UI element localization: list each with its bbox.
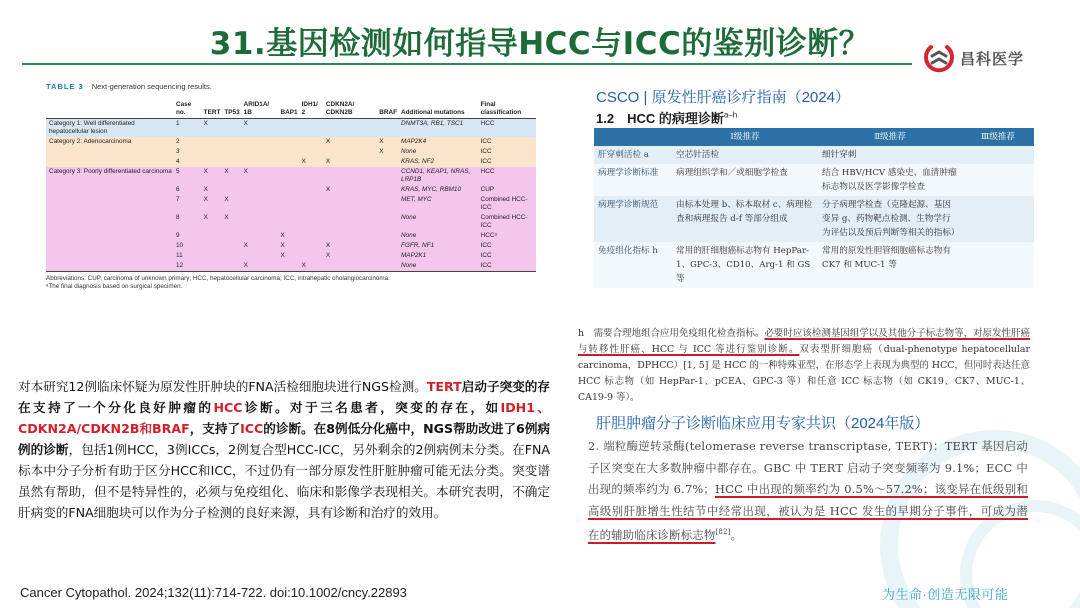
table-cell: X [243, 119, 248, 127]
table-cell: Combined HCC-ICC [480, 213, 528, 229]
table-cell [300, 231, 324, 241]
table-cell [324, 118, 377, 137]
table-cell: None [401, 231, 417, 239]
table-cell: X [325, 137, 331, 145]
table-cell [279, 147, 300, 157]
table-cell [300, 185, 324, 195]
csco-cell [962, 242, 1034, 288]
table-cell: X [280, 251, 285, 259]
csco-title: CSCO | 原发性肝癌诊疗指南（2024） [596, 89, 850, 106]
table-header-cell [46, 94, 174, 118]
table-footnotes [46, 275, 536, 292]
csco-row [594, 146, 1034, 164]
table-cell [279, 137, 300, 147]
table-cell [377, 231, 399, 241]
table-row [46, 231, 536, 241]
title-divider [22, 63, 912, 65]
table-cell [202, 261, 223, 272]
category-cell: Category 1: Well differentiated hepatocellular lesion [49, 119, 135, 135]
table-cell [300, 241, 324, 251]
category-cell: Category 3: Poorly differentiated carcinoma [49, 167, 172, 175]
table-cell [202, 231, 223, 241]
table-cell: X [203, 119, 208, 127]
csco-cell: 病理组织学和／或细胞学检查 [672, 164, 818, 196]
table-cell [377, 157, 399, 167]
csco-row-header: 病理学诊断标准 [594, 164, 672, 196]
table-cell [324, 231, 377, 241]
table-cell [324, 213, 377, 231]
csco-row [594, 196, 1034, 242]
csco-note-prefix: h 需要合理地组合应用免疫组化检查指标。 [578, 328, 765, 339]
table-cell: X [224, 213, 229, 221]
table-cell: 10 [176, 241, 184, 249]
table-cell [377, 213, 399, 231]
csco-row [594, 242, 1034, 288]
table-cell: 4 [176, 157, 180, 165]
table-cell [222, 251, 241, 261]
bold-text: 启动子突变的存在支持了一个分化良好肿瘤的 [18, 379, 550, 415]
table-row [46, 137, 536, 147]
csco-cell [962, 164, 1034, 196]
table-cell: 6 [176, 185, 180, 193]
table-cell: X [224, 167, 229, 175]
table-cell: X [325, 241, 331, 249]
table-cell: ICC [480, 251, 492, 259]
table-header-cell: BAP1 [279, 94, 300, 118]
csco-table [594, 128, 1034, 288]
table-cell [242, 195, 279, 213]
table-cell: X [325, 251, 331, 259]
table-cell [279, 213, 300, 231]
table-row [46, 251, 536, 261]
consensus-body [588, 436, 1028, 546]
table-header-cell: TERT [202, 94, 223, 118]
table-cell: X [203, 213, 208, 221]
table-cell: 8 [176, 213, 180, 221]
citation: Cancer Cytopathol. 2024;132(11):714-722. doi:10.1002/cncy.22893 [20, 585, 407, 600]
table-cell: 9 [176, 231, 180, 239]
table-cell [279, 167, 300, 185]
table-cell [377, 118, 399, 137]
table-cell [222, 157, 241, 167]
table-cell [377, 261, 399, 272]
table-cell: 2 [176, 137, 180, 145]
table-header-cell: IDH1/ 2 [300, 94, 324, 118]
table-cell [202, 137, 223, 147]
table-cell: X [243, 167, 248, 175]
ngs-table [46, 94, 536, 272]
table-cell: ICC [480, 157, 492, 165]
csco-section-text: 1.2 HCC 的病理诊断 [596, 111, 724, 126]
csco-cell: 由标本处理 b、标本取材 c、病理检查和病理报告 d-f 等部分组成 [672, 196, 818, 242]
table-cell [377, 241, 399, 251]
table-cell [222, 261, 241, 272]
table-cell [279, 261, 300, 272]
table-cell [279, 157, 300, 167]
table-cell [324, 261, 377, 272]
logo [922, 42, 1032, 76]
table-cell [300, 167, 324, 185]
table-cell: 3 [176, 147, 180, 155]
csco-cell: 细针穿刺 [818, 146, 962, 164]
table-cell [242, 213, 279, 231]
category-cell [46, 195, 174, 213]
highlight-text: IDH1、CDKN2A/CDKN2B和BRAF [18, 400, 550, 436]
table-cell: MAP2K4 [401, 137, 427, 145]
table-row [46, 241, 536, 251]
table-cell [242, 185, 279, 195]
csco-cell: 常用的原发性胆管细胞癌标志物有 CK7 和 MUC-1 等 [818, 242, 962, 288]
category-cell [46, 241, 174, 251]
csco-cell: 常用的肝细胞癌标志物有 HepPar-1、GPC-3、CD10、Arg-1 和 GS 等 [672, 242, 818, 288]
table-cell: None [401, 147, 417, 155]
csco-header-cell: Ⅰ级推荐 [672, 128, 818, 146]
table-cell [222, 231, 241, 241]
table-cell: 12 [174, 261, 202, 272]
ngs-table-block [46, 80, 536, 370]
table-row [46, 195, 536, 213]
table-row [46, 157, 536, 167]
table-caption-text: Next-generation sequencing results. [91, 82, 212, 91]
table-row [46, 213, 536, 231]
table-cell: X [280, 241, 285, 249]
table-cell: KRAS, NF2 [401, 157, 435, 165]
table-cell: ICC [479, 261, 536, 272]
table-cell: X [301, 157, 306, 165]
bold-text: ，支持了 [189, 421, 241, 436]
table-footnote: Abbreviations: CUP, carcinoma of unknown primary; HCC, hepatocellular carcinoma; ICC, intrahepatic cholangiocarcinoma. [46, 274, 390, 282]
csco-header-cell [594, 128, 672, 146]
table-label: TABLE 3 [46, 82, 84, 91]
table-header-cell: TP53 [222, 94, 241, 118]
highlight-text: HCC [213, 400, 243, 415]
table-cell [377, 195, 399, 213]
table-cell [242, 157, 279, 167]
table-cell: MET, MYC [401, 195, 432, 203]
table-cell [222, 147, 241, 157]
table-cell [279, 118, 300, 137]
category-cell [46, 157, 174, 167]
table-cell: DNMT3A, RB1, TSC1 [401, 119, 464, 127]
csco-row-header: 病理学诊断规范 [594, 196, 672, 242]
table-cell: ICC [480, 241, 492, 249]
table-caption [46, 80, 536, 94]
csco-cell: 分子病理学检查（克隆起源、基因变异 g、药物靶点检测、生物学行为评估以及预后判断等相关的指标） [818, 196, 962, 242]
highlight-text: ICC [240, 421, 264, 436]
table-cell: X [243, 241, 248, 249]
table-cell [242, 147, 279, 157]
table-cell [300, 213, 324, 231]
table-cell: 11 [176, 251, 183, 259]
table-cell: HCCᵃ [480, 231, 497, 239]
table-cell [222, 118, 241, 137]
table-cell: CCND1, KEAP1, NRAS, LRP1B [401, 167, 471, 183]
table-cell [242, 231, 279, 241]
summary-paragraph [18, 376, 550, 523]
csco-note-rest: 双表型肝细胞癌（dual-phenotype hepatocellular carcinoma，DPHCC）[1, 5] 是 HCC 的一种特殊亚型，在形态学上表现为典型的 HCC，但同时表达任意 HCC 标志物（如 HepPar-1、pCEA、GPC-3 等）和任意 ICC 标志物（如 CK19、CK7、MUC-1、CA19-9 等）。 [578, 344, 1030, 403]
table-cell [300, 147, 324, 157]
consensus-title: 肝胆肿瘤分子诊断临床应用专家共识（2024年版） [596, 415, 930, 432]
table-cell: X [242, 261, 279, 272]
csco-section-sup: a–h [723, 110, 738, 120]
page-title: 31.基因检测如何指导HCC与ICC的鉴别诊断？ [209, 26, 871, 62]
table-cell: HCC [480, 119, 495, 127]
table-cell: 7 [176, 195, 180, 203]
csco-section-heading [596, 108, 737, 127]
category-cell [46, 147, 174, 157]
consensus-text: 。 [730, 527, 743, 542]
table-cell: 1 [176, 119, 180, 127]
table-row [46, 147, 536, 157]
table-cell: X [325, 157, 331, 165]
table-cell [377, 251, 399, 261]
category-cell [46, 185, 174, 195]
category-cell [46, 251, 174, 261]
table-cell [279, 195, 300, 213]
category-cell [46, 231, 174, 241]
table-header-cell: Additional mutations [399, 94, 479, 118]
table-cell [202, 147, 223, 157]
table-cell [300, 195, 324, 213]
table-cell: X [203, 185, 208, 193]
table-cell: KRAS, MYC, RBM10 [401, 185, 462, 193]
table-row [46, 185, 536, 195]
table-cell: None [401, 213, 417, 221]
table-cell [377, 185, 399, 195]
highlight-text: TERT [426, 379, 462, 394]
table-footnote: ᵃThe final diagnosis based on surgical specimen. [46, 283, 183, 290]
csco-row-header: 肝穿刺活检 a [594, 146, 672, 164]
table-cell [242, 137, 279, 147]
category-cell: Category 2: Adenocarcinoma [49, 137, 132, 145]
csco-header-cell: Ⅱ级推荐 [818, 128, 962, 146]
para-text: 对本研究12例临床怀疑为原发性肝肿块的FNA活检细胞块进行NGS检测。 [18, 379, 427, 394]
csco-row-header: 免疫组化指标 h [594, 242, 672, 288]
table-cell [324, 167, 377, 185]
csco-row [594, 164, 1034, 196]
table-cell: Combined HCC-ICC [480, 195, 528, 211]
table-cell: X [379, 137, 384, 145]
table-cell: ICC [480, 137, 492, 145]
table-cell: FGFR, NF1 [401, 241, 435, 249]
table-cell [377, 167, 399, 185]
table-header-cell: BRAF [377, 94, 399, 118]
category-cell [46, 261, 174, 272]
table-cell: X [280, 231, 285, 239]
category-cell [46, 213, 174, 231]
table-cell [242, 251, 279, 261]
table-cell [324, 195, 377, 213]
reference-mark: [82] [715, 528, 731, 536]
csco-cell: 结合 HBV/HCV 感染史、血清肿瘤标志物以及医学影像学检查 [818, 164, 962, 196]
csco-note [578, 326, 1030, 406]
table-cell: X [203, 167, 208, 175]
table-cell [300, 137, 324, 147]
table-cell [222, 185, 241, 195]
table-cell: ICC [480, 147, 492, 155]
table-cell [202, 241, 223, 251]
table-cell: MAP2K1 [401, 251, 427, 259]
table-cell [202, 157, 223, 167]
csco-cell: 空芯针活检 [672, 146, 818, 164]
consensus-text: 2. 端粒酶逆转录酶(telomerase reverse transcriptase, TERT)：TERT 基因启动子区突变在大多数肿瘤中都存在。GBC 中 TERT 启动子突变频率为 9.1%；ECC 中出现的频率约为 6.7%； [588, 439, 1028, 496]
table-cell [279, 185, 300, 195]
table-cell: None [399, 261, 479, 272]
table-cell [300, 118, 324, 137]
csco-cell [962, 146, 1034, 164]
table-cell [300, 251, 324, 261]
table-cell: X [379, 147, 384, 155]
csco-cell [962, 196, 1034, 242]
underlined-text: 必要时应该检测基因组学以及其他分子标志物等，对原发性肝癌与转移性肝癌、HCC 与 ICC 等进行鉴别诊断。 [578, 328, 1030, 355]
table-cell: X [224, 195, 229, 203]
table-row [46, 261, 536, 272]
table-cell [324, 147, 377, 157]
table-header-cell: Final classification [479, 94, 536, 118]
table-cell: X [203, 195, 208, 203]
table-cell [222, 137, 241, 147]
table-cell: X [300, 261, 324, 272]
table-header-cell: ARID1A/ 1B [242, 94, 279, 118]
table-row [46, 118, 536, 137]
underlined-text: HCC 中出现的频率约为 0.5%～57.2%；该变异在低级别和高级别肝脏增生性结节中经常出现，被认为是 HCC 发生的早期分子事件，可成为潜在的辅助临床诊断标志物 [588, 482, 1028, 542]
logo-text: 昌科医学 [960, 50, 1025, 68]
table-cell: CUP [480, 185, 495, 193]
table-cell: 5 [176, 167, 180, 175]
changke-logo-icon [922, 42, 956, 76]
slogan: 为生命·创造无限可能 [882, 587, 1009, 602]
bold-text: 诊断。对于三名患者，突变的存在，如 [242, 400, 501, 415]
csco-header-cell: Ⅲ级推荐 [962, 128, 1034, 146]
table-header-cell: CDKN2A/ CDKN2B [324, 94, 377, 118]
table-cell: HCC [480, 167, 495, 175]
table-row [46, 167, 536, 185]
table-cell [222, 241, 241, 251]
table-header-cell: Case no. [174, 94, 202, 118]
table-cell: X [325, 185, 331, 193]
bold-text: 的诊断。在8例低分化癌中，NGS帮助改进了6例病例的诊断 [18, 421, 551, 457]
table-cell [202, 251, 223, 261]
para-text: ，包括1例HCC，3例ICCs，2例复合型HCC-ICC，另外剩余的2例病例未分类。在FNA标本中分子分析有助于区分HCC和ICC，不过仍有一部分原发性肝脏肿瘤可能无法分类。突变谱虽然有帮助，但不是特异性的，必须与免疫组化、临床和影像学表现相关。本研究表明，不确定肝病变的FNA细胞块可以作为分子检测的良好来源，具有诊断和治疗的效用。 [18, 442, 551, 520]
